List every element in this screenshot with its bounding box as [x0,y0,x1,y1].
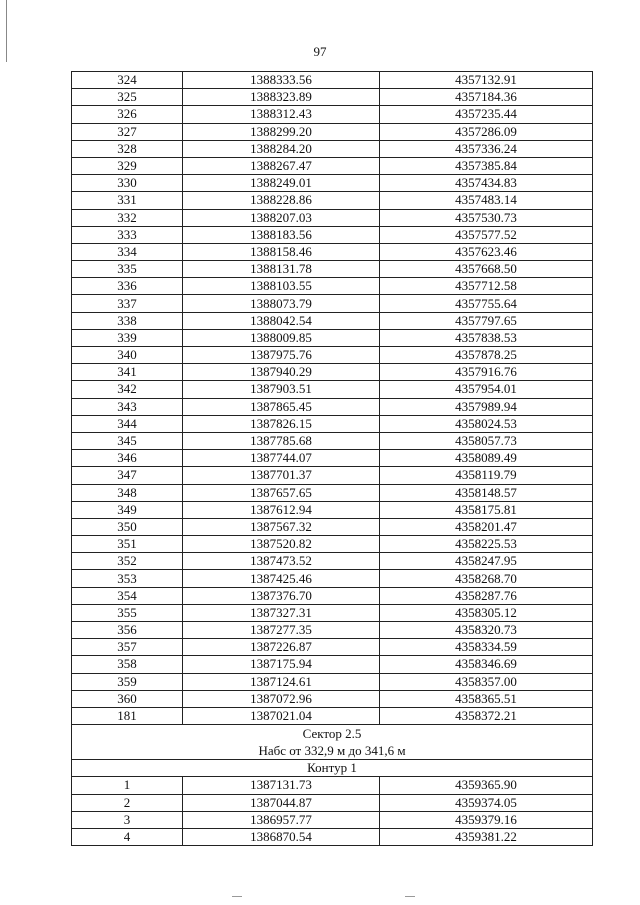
table-row [72,794,593,811]
table-row [72,587,593,604]
table-row [72,450,593,467]
table-row [72,89,593,106]
sector-subtitle: Набс от 332,9 м до 341,6 м [258,743,406,759]
point-number-cell: 353 [72,570,183,587]
table-row [72,415,593,432]
point-number-cell: 352 [72,553,183,570]
point-number-cell: 343 [72,398,183,415]
y-coordinate-cell: 4358357.00 [380,673,593,690]
table-row [72,140,593,157]
table-row [72,226,593,243]
sector-title: Сектор 2.5 [302,726,362,742]
table-row [72,467,593,484]
y-coordinate-cell: 4358057.73 [380,432,593,449]
table-row [72,329,593,346]
table-row [72,690,593,707]
x-coordinate-cell: 1388333.56 [183,72,380,89]
y-coordinate-cell: 4357712.58 [380,278,593,295]
x-coordinate-cell: 1387044.87 [183,794,380,811]
y-coordinate-cell: 4357530.73 [380,209,593,226]
x-coordinate-cell: 1387940.29 [183,364,380,381]
y-coordinate-cell: 4358119.79 [380,467,593,484]
y-coordinate-cell: 4358365.51 [380,690,593,707]
table-row [72,707,593,724]
x-coordinate-cell: 1388073.79 [183,295,380,312]
x-coordinate-cell: 1388158.46 [183,243,380,260]
y-coordinate-cell: 4357954.01 [380,381,593,398]
point-number-cell: 338 [72,312,183,329]
point-number-cell: 345 [72,432,183,449]
point-number-cell: 357 [72,639,183,656]
table-row [72,278,593,295]
table-row [72,312,593,329]
point-number-cell: 356 [72,622,183,639]
table-row [72,209,593,226]
point-number-cell: 350 [72,518,183,535]
table-row [72,622,593,639]
table-row [72,604,593,621]
x-coordinate-cell: 1388131.78 [183,261,380,278]
y-coordinate-cell: 4358175.81 [380,501,593,518]
table-row [72,398,593,415]
table-row [72,484,593,501]
x-coordinate-cell: 1387124.61 [183,673,380,690]
table-row [72,432,593,449]
footer-mark [232,896,242,897]
y-coordinate-cell: 4357797.65 [380,312,593,329]
table-row [72,536,593,553]
x-coordinate-cell: 1388103.55 [183,278,380,295]
point-number-cell: 181 [72,707,183,724]
table-row [72,175,593,192]
y-coordinate-cell: 4358305.12 [380,604,593,621]
x-coordinate-cell: 1387175.94 [183,656,380,673]
y-coordinate-cell: 4357577.52 [380,226,593,243]
point-number-cell: 4 [72,828,183,845]
x-coordinate-cell: 1388042.54 [183,312,380,329]
point-number-cell: 337 [72,295,183,312]
point-number-cell: 349 [72,501,183,518]
table-row [72,553,593,570]
y-coordinate-cell: 4357336.24 [380,140,593,157]
point-number-cell: 326 [72,106,183,123]
x-coordinate-cell: 1387376.70 [183,587,380,604]
x-coordinate-cell: 1388323.89 [183,89,380,106]
y-coordinate-cell: 4359374.05 [380,794,593,811]
y-coordinate-cell: 4357132.91 [380,72,593,89]
x-coordinate-cell: 1387701.37 [183,467,380,484]
sector-row [72,725,593,760]
y-coordinate-cell: 4358287.76 [380,587,593,604]
x-coordinate-cell: 1387744.07 [183,450,380,467]
y-coordinate-cell: 4357838.53 [380,329,593,346]
point-number-cell: 341 [72,364,183,381]
table-row [72,72,593,89]
y-coordinate-cell: 4359381.22 [380,828,593,845]
table-row [72,381,593,398]
point-number-cell: 347 [72,467,183,484]
table-row [72,243,593,260]
x-coordinate-cell: 1388267.47 [183,157,380,174]
x-coordinate-cell: 1388183.56 [183,226,380,243]
x-coordinate-cell: 1387903.51 [183,381,380,398]
table-row [72,518,593,535]
table-row [72,639,593,656]
point-number-cell: 355 [72,604,183,621]
y-coordinate-cell: 4357286.09 [380,123,593,140]
main-rows [72,72,593,725]
y-coordinate-cell: 4357623.46 [380,243,593,260]
y-coordinate-cell: 4357434.83 [380,175,593,192]
point-number-cell: 328 [72,140,183,157]
table-row [72,811,593,828]
table-row [72,347,593,364]
x-coordinate-cell: 1387567.32 [183,518,380,535]
point-number-cell: 329 [72,157,183,174]
x-coordinate-cell: 1388312.43 [183,106,380,123]
point-number-cell: 340 [72,347,183,364]
x-coordinate-cell: 1387425.46 [183,570,380,587]
y-coordinate-cell: 4358247.95 [380,553,593,570]
y-coordinate-cell: 4358372.21 [380,707,593,724]
point-number-cell: 325 [72,89,183,106]
x-coordinate-cell: 1387277.35 [183,622,380,639]
table-row [72,656,593,673]
y-coordinate-cell: 4359379.16 [380,811,593,828]
contour-row [72,760,593,777]
point-number-cell: 344 [72,415,183,432]
x-coordinate-cell: 1387327.31 [183,604,380,621]
contour-rows [72,777,593,846]
x-coordinate-cell: 1388299.20 [183,123,380,140]
x-coordinate-cell: 1387865.45 [183,398,380,415]
y-coordinate-cell: 4357385.84 [380,157,593,174]
point-number-cell: 331 [72,192,183,209]
point-number-cell: 334 [72,243,183,260]
point-number-cell: 2 [72,794,183,811]
y-coordinate-cell: 4358024.53 [380,415,593,432]
x-coordinate-cell: 1387021.04 [183,707,380,724]
x-coordinate-cell: 1388228.86 [183,192,380,209]
table-row [72,828,593,845]
y-coordinate-cell: 4358268.70 [380,570,593,587]
point-number-cell: 346 [72,450,183,467]
x-coordinate-cell: 1387520.82 [183,536,380,553]
x-coordinate-cell: 1388009.85 [183,329,380,346]
y-coordinate-cell: 4358148.57 [380,484,593,501]
sector-cell [72,725,593,760]
y-coordinate-cell: 4358320.73 [380,622,593,639]
point-number-cell: 360 [72,690,183,707]
table-row [72,261,593,278]
point-number-cell: 342 [72,381,183,398]
x-coordinate-cell: 1387785.68 [183,432,380,449]
y-coordinate-cell: 4357235.44 [380,106,593,123]
point-number-cell: 351 [72,536,183,553]
x-coordinate-cell: 1386957.77 [183,811,380,828]
table-row [72,501,593,518]
table-row [72,364,593,381]
x-coordinate-cell: 1387826.15 [183,415,380,432]
y-coordinate-cell: 4357916.76 [380,364,593,381]
x-coordinate-cell: 1387473.52 [183,553,380,570]
point-number-cell: 359 [72,673,183,690]
point-number-cell: 336 [72,278,183,295]
coordinates-table [71,71,593,846]
table-row [72,777,593,794]
y-coordinate-cell: 4357878.25 [380,347,593,364]
y-coordinate-cell: 4358201.47 [380,518,593,535]
x-coordinate-cell: 1388284.20 [183,140,380,157]
x-coordinate-cell: 1387131.73 [183,777,380,794]
table-row [72,106,593,123]
point-number-cell: 358 [72,656,183,673]
table-row [72,295,593,312]
y-coordinate-cell: 4359365.90 [380,777,593,794]
point-number-cell: 3 [72,811,183,828]
y-coordinate-cell: 4358346.69 [380,656,593,673]
point-number-cell: 327 [72,123,183,140]
y-coordinate-cell: 4357184.36 [380,89,593,106]
x-coordinate-cell: 1387612.94 [183,501,380,518]
page-number: 97 [313,44,327,59]
table-row [72,192,593,209]
y-coordinate-cell: 4357989.94 [380,398,593,415]
x-coordinate-cell: 1387072.96 [183,690,380,707]
table-row [72,673,593,690]
point-number-cell: 335 [72,261,183,278]
table-row [72,570,593,587]
x-coordinate-cell: 1388249.01 [183,175,380,192]
x-coordinate-cell: 1387226.87 [183,639,380,656]
y-coordinate-cell: 4358334.59 [380,639,593,656]
table-row [72,123,593,140]
point-number-cell: 354 [72,587,183,604]
y-coordinate-cell: 4357668.50 [380,261,593,278]
y-coordinate-cell: 4357755.64 [380,295,593,312]
x-coordinate-cell: 1387975.76 [183,347,380,364]
point-number-cell: 339 [72,329,183,346]
y-coordinate-cell: 4358225.53 [380,536,593,553]
footer-mark [405,896,415,897]
x-coordinate-cell: 1388207.03 [183,209,380,226]
x-coordinate-cell: 1387657.65 [183,484,380,501]
contour-title: Контур 1 [72,760,593,777]
point-number-cell: 324 [72,72,183,89]
y-coordinate-cell: 4357483.14 [380,192,593,209]
point-number-cell: 1 [72,777,183,794]
table-row [72,157,593,174]
point-number-cell: 330 [72,175,183,192]
point-number-cell: 333 [72,226,183,243]
sector-header [72,725,593,777]
x-coordinate-cell: 1386870.54 [183,828,380,845]
point-number-cell: 332 [72,209,183,226]
y-coordinate-cell: 4358089.49 [380,450,593,467]
point-number-cell: 348 [72,484,183,501]
